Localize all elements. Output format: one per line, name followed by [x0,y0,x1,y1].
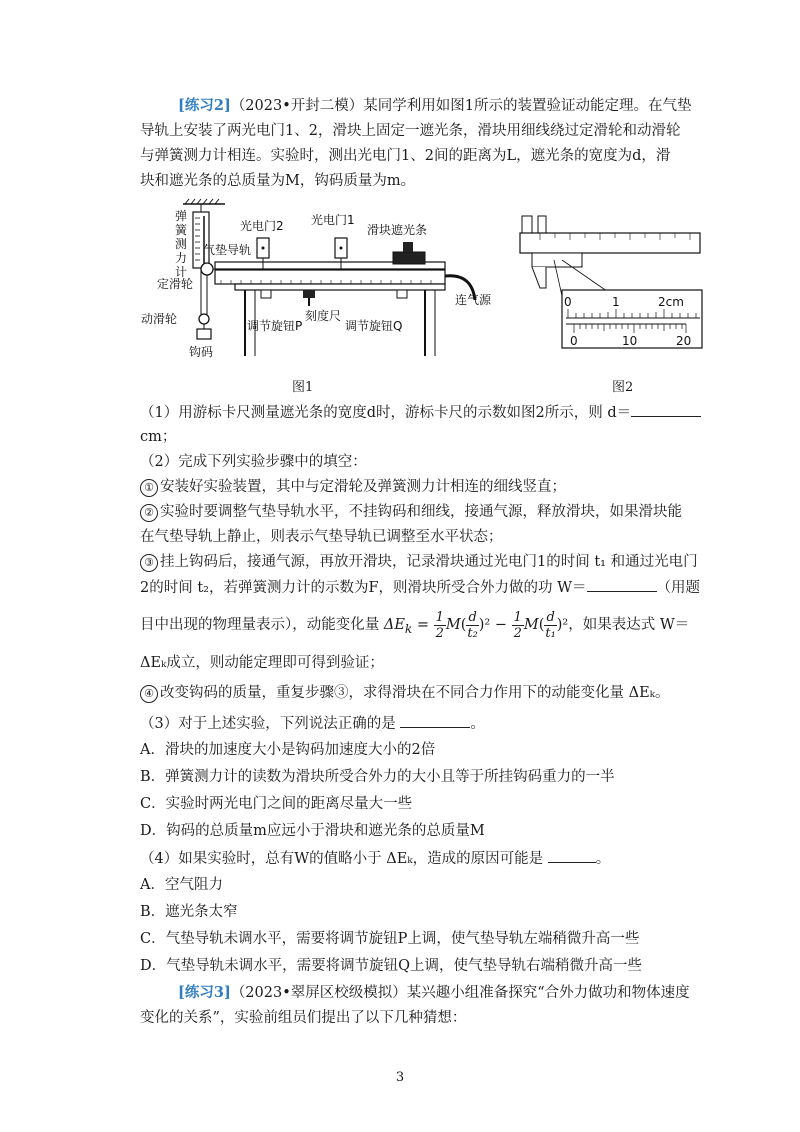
q4-heading [140,848,610,869]
vernier-scale-0: 0 [570,334,578,348]
q2-step-3c: 目中出现的物理量表示），动能变化量 $\Delta E_k$ = $\frac{1}{2}$ M( $\frac{d}{\text{t₂}}$ )² − $\frac{1}{2}$ M( $\frac{d}{\text{t₁}}$ )²，如果表达式 W＝ [140,609,690,641]
q4-option-c: C．气垫导轨未调水平，需要将调节旋钮P上调，使气垫导轨左端稍微升高一些 [140,931,640,947]
weight-label: 钩码 [189,345,214,359]
ruler-label: 刻度尺 [305,309,342,323]
formula-eq: = [416,617,430,633]
step-2-marker: ② [140,504,158,522]
spring-label-5: 计 [175,265,188,279]
main-scale-2cm: 2cm [658,295,684,309]
step-3c-text: 目中出现的物理量表示），动能变化量 [140,617,380,633]
q4-option-d: D．气垫导轨未调水平，需要将调节旋钮Q上调，使气垫导轨右端稍微升高一些 [140,958,643,974]
formula-half-1: $\frac{1}{2}$ [435,609,444,641]
q3-end: 。 [470,716,485,732]
vernier-scale-20: 20 [676,334,692,348]
step-3-text: 挂上钩码后，接通气源，再放开滑块，记录滑块通过光电门1的时间 t₁ 和通过光电门 [160,554,698,570]
spring-label-1: 弹 [175,209,188,223]
formula-half-2: $\frac{1}{2}$ [513,609,522,641]
q3-option-c: C．实验时两光电门之间的距离尽量大一些 [140,796,413,812]
q2-step-2a [140,502,682,522]
weight-block [197,329,211,339]
spring-label-4: 力 [175,251,188,265]
knob-p-label: 调节旋钮P [247,319,303,333]
slider-block [393,252,425,264]
exercise-3-tag: [练习3] [178,984,231,1001]
main-scale-1: 1 [612,295,620,309]
vernier-scale-10: 10 [622,334,638,348]
exercise-3-line-1 [178,983,690,1003]
photogate-2-label: 光电门2 [240,219,284,233]
q3-answer-blank[interactable] [400,713,470,728]
q2-step-3a [140,552,698,572]
step-1-text: 安装好实验装置，其中与定滑轮及弹簧测力计相连的细线竖直； [160,479,566,495]
air-source-label: 连气源 [455,293,492,307]
figure-2-vernier-caliper [510,208,710,358]
q2-heading: （2）完成下列实验步骤中的填空： [140,454,367,470]
q2-step-2b: 在气垫导轨上静止，则表示气垫导轨已调整至水平状态； [140,529,503,545]
q1-line-2: cm； [140,429,177,445]
exercise-3-line-2: 变化的关系”，实验前组员们提出了以下几种猜想： [140,1010,467,1026]
figure-1-apparatus [135,196,520,366]
figure-2-caption: 图2 [612,380,634,395]
formula-d-over-t2: $\frac{d}{\text{t₂}}$ [467,609,478,641]
q4-end: 。 [595,851,611,867]
spring-label-3: 测 [175,237,188,251]
q4-answer-blank[interactable] [548,848,596,863]
q2-step-3d: ΔEₖ成立，则动能定理即可得到验证； [140,655,384,671]
spring-label-2: 簧 [175,223,188,237]
photogate-1-label: 光电门1 [311,213,355,227]
exercise-intro-line-4: 块和遮光条的总质量为M，钩码质量为m。 [140,173,416,189]
work-answer-blank[interactable] [587,577,657,592]
q1-text: （1）用游标卡尺测量遮光条的宽度d时，游标卡尺的示数如图2所示，则 d＝ [140,405,632,421]
moving-pulley-label: 动滑轮 [141,312,178,326]
step-3b-tail: （用题 [656,580,701,596]
formula-lhs-sub: k [404,621,413,636]
slider-label: 滑块遮光条 [367,223,428,237]
rail-label: 气垫导轨 [203,243,252,257]
step-4-text: 改变钩码的质量，重复步骤③，求得滑块在不同合力作用下的动能变化量 ΔEₖ。 [160,685,670,701]
exercise-intro-line-1 [178,96,692,116]
intro-text-1: （2023•开封二模）某同学利用如图1所示的装置验证动能定理。在气垫 [230,98,692,114]
fixed-pulley [201,263,213,275]
page-number: 3 [395,1070,405,1085]
q2-step-1 [140,477,566,497]
q4-text: （4）如果实验时，总有W的值略小于 ΔEₖ，造成的原因可能是 [140,851,544,867]
step-3c-tail: ，如果表达式 W＝ [568,617,690,633]
q4-option-b: B．遮光条太窄 [140,904,238,920]
step-2-text: 实验时要调整气垫导轨水平，不挂钩码和细线，接通气源，释放滑块，如果滑块能 [160,504,682,520]
formula-lhs: ΔE [383,617,405,633]
moving-pulley [199,314,209,324]
step-1-marker: ① [140,479,158,497]
formula-minus: − [494,617,508,633]
exercise-tag: [练习2] [178,97,231,114]
q1-answer-blank[interactable] [631,402,701,417]
table-top [235,284,445,290]
caliper-beam [520,233,700,253]
q4-option-a: A．空气阻力 [140,877,223,893]
q3-heading [140,713,485,734]
step-3b-text: 2的时间 t₂，若弹簧测力计的示数为F，则滑块所受合外力做的功 W＝ [140,580,587,596]
step-3-marker: ③ [140,554,158,572]
q2-step-4 [140,683,669,703]
fixed-pulley-label: 定滑轮 [157,277,194,291]
knob-q-label: 调节旋钮Q [345,319,403,333]
step-4-marker: ④ [140,685,158,703]
q3-option-b: B．弹簧测力计的读数为滑块所受合外力的大小且等于所挂钩码重力的一半 [140,769,615,785]
q3-option-a: A．滑块的加速度大小是钩码加速度大小的2倍 [140,742,436,758]
exercise-3-text: （2023•翠屏区校级模拟）某兴趣小组准备探究“合外力做功和物体速度 [230,985,690,1001]
figure-1-caption: 图1 [292,380,314,395]
exercise-intro-line-3: 与弹簧测力计相连。实验时，测出光电门1、2间的距离为L，遮光条的宽度为d，滑 [140,148,671,164]
q1-line-1 [140,402,701,423]
formula-m-1: M [445,617,461,633]
formula-d-over-t1: $\frac{d}{\text{t₁}}$ [545,609,556,641]
q2-step-3b [140,577,700,598]
q3-text: （3）对于上述实验，下列说法正确的是 [140,716,396,732]
q3-option-d: D．钩码的总质量m应远小于滑块和遮光条的总质量M [140,823,485,839]
formula-m-2: M [523,617,539,633]
exercise-intro-line-2: 导轨上安装了两光电门1、2，滑块上固定一遮光条，滑块用细线绕过定滑轮和动滑轮 [140,123,681,139]
main-scale-0: 0 [564,295,572,309]
